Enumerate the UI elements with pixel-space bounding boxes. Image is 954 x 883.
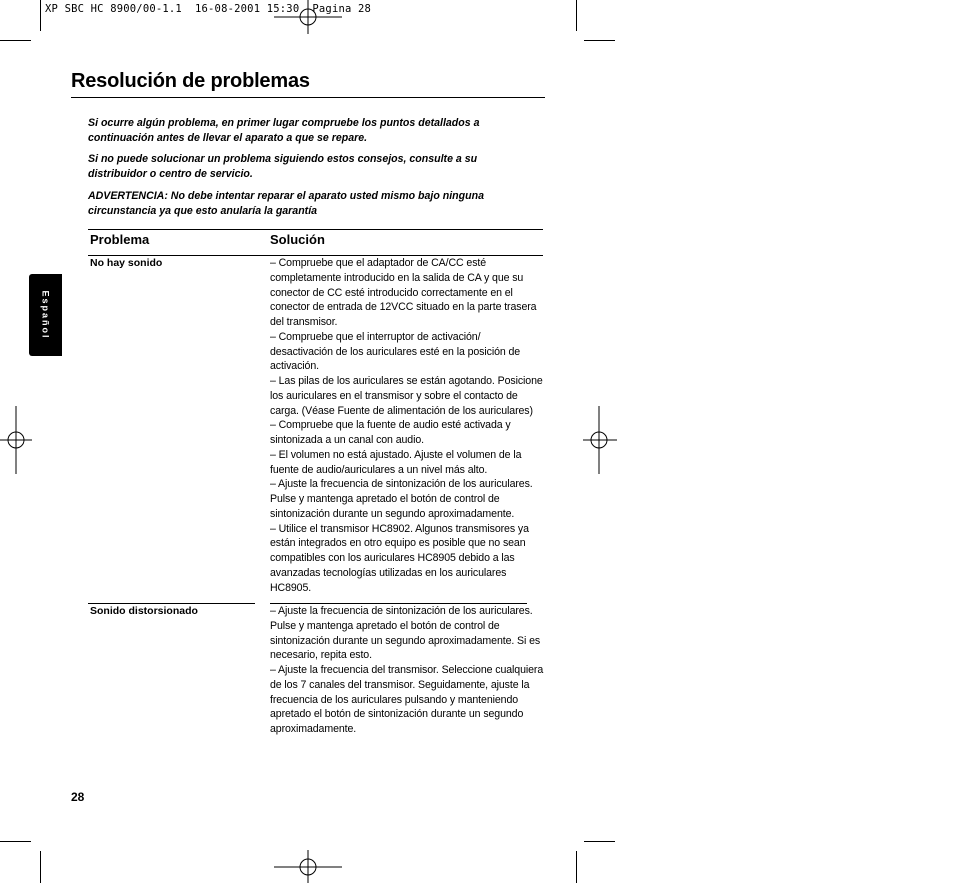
solution-item: – Ajuste la frecuencia del transmisor. Seleccione cualquiera de los 7 canales del transmisor. Seguidamente, ajuste la frecuencia de los auriculares pulsando y manteniendo apretado el botón de sintonización durante un segundo aproximadamente. bbox=[270, 664, 544, 735]
solution-item: – El volumen no está ajustado. Ajuste el volumen de la fuente de audio/auriculares a un nivel más alto. bbox=[270, 448, 522, 476]
table-header-solution: Solución bbox=[270, 232, 325, 247]
registration-mark-left bbox=[0, 406, 34, 474]
solution-distorted-sound bbox=[270, 604, 545, 737]
solution-item: – Compruebe que la fuente de audio esté activada y sintonizada a un canal con audio. bbox=[270, 419, 511, 446]
registration-mark-bottom bbox=[274, 850, 342, 883]
table-top-rule bbox=[88, 229, 543, 230]
page-title: Resolución de problemas bbox=[71, 70, 310, 92]
solution-no-sound bbox=[270, 256, 545, 595]
registration-mark-right bbox=[583, 406, 617, 474]
problem-no-sound: No hay sonido bbox=[90, 257, 163, 269]
page-number: 28 bbox=[71, 790, 85, 804]
solution-item: – Las pilas de los auriculares se están agotando. Posicione los auriculares en el transmisor y sobre el contacto de carga. (Véase Fuente de alimentación de los auriculares) bbox=[270, 375, 543, 417]
language-tab-label: Español bbox=[40, 290, 51, 340]
problem-distorted-sound: Sonido distorsionado bbox=[90, 605, 198, 617]
print-header: XP SBC HC 8900/00-1.1 16-08-2001 15:30 Pagina 28 bbox=[45, 3, 372, 15]
solution-item: – Ajuste la frecuencia de sintonización de los auriculares. Pulse y mantenga apretado el botón de control de sintonización durante un segundo aproximadamente. bbox=[270, 478, 533, 520]
solution-item: – Compruebe que el interruptor de activación/ desactivación de los auriculares esté en la posición de activación. bbox=[270, 330, 521, 373]
solution-item: – Utilice el transmisor HC8902. Algunos transmisores ya están integrados en otro equipo es posible que no sean compatibles con los auriculares HC8905 debido a las avanzadas tecnologías utilizadas en los auriculares HC8905. bbox=[270, 522, 529, 594]
intro-warning: ADVERTENCIA: No debe intentar reparar el aparato usted mismo bajo ninguna circunstancia ya que esto anularía la garantía bbox=[88, 190, 484, 217]
row-rule-left bbox=[88, 603, 255, 604]
table-header-problem: Problema bbox=[90, 232, 150, 247]
title-rule bbox=[71, 97, 545, 98]
intro-paragraph-2: Si no puede solucionar un problema siguiendo estos consejos, consulte a su distribuidor o centro de servicio. bbox=[88, 153, 478, 180]
intro-paragraph-1: Si ocurre algún problema, en primer lugar compruebe los puntos detallados a continuación antes de llevar el aparato a que se repare. bbox=[88, 117, 480, 144]
solution-item: – Ajuste la frecuencia de sintonización de los auriculares. Pulse y mantenga apretado el botón de control de sintonización durante un segundo aproximadamente. Si es necesario, repita esto. bbox=[270, 605, 541, 662]
registration-mark-top bbox=[274, 0, 342, 36]
solution-item: – Compruebe que el adaptador de CA/CC esté completamente introducido en la salida de CA y que su conector de CC esté introducido correctamente en el conector de entrada de 12VCC situado en la parte trasera del transmisor. bbox=[270, 257, 537, 328]
